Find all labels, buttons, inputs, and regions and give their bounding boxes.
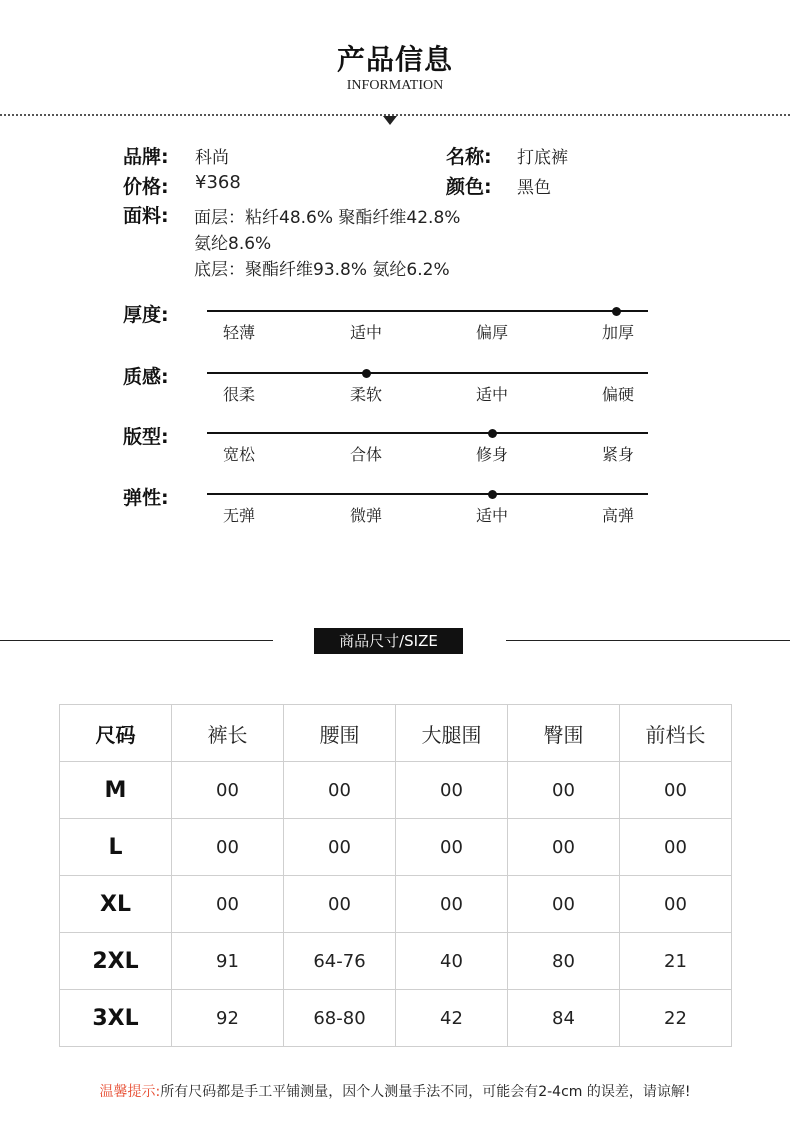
name-label: 名称: (446, 146, 492, 168)
name-value: 打底裤 (517, 148, 568, 168)
page-title: 产品信息 (336, 43, 453, 76)
scale-option: 修身 (475, 445, 508, 464)
measurement-cell: 00 (620, 876, 732, 933)
measurement-note (0, 1081, 790, 1101)
table-header-cell: 前档长 (620, 705, 732, 762)
table-row (60, 819, 732, 876)
measurement-cell: 80 (508, 933, 620, 990)
page-subtitle: INFORMATION (346, 78, 444, 93)
table-row (60, 876, 732, 933)
measurement-cell: 00 (508, 819, 620, 876)
table-header-cell: 腰围 (284, 705, 396, 762)
scale-option: 轻薄 (222, 323, 255, 342)
table-row (60, 933, 732, 990)
measurement-cell: 00 (172, 819, 284, 876)
table-row (60, 990, 732, 1047)
table-header-cell: 裤长 (172, 705, 284, 762)
table-header-row (60, 705, 732, 762)
table-header-cell: 臀围 (508, 705, 620, 762)
divider-right (506, 640, 790, 641)
scale-option: 合体 (349, 445, 382, 464)
scale-option: 适中 (349, 323, 382, 342)
measurement-cell: 42 (396, 990, 508, 1047)
measurement-cell: 00 (172, 762, 284, 819)
scale-marker-dot (488, 490, 497, 499)
measurement-cell: 00 (284, 876, 396, 933)
scale-option: 无弹 (222, 506, 255, 525)
scale-option: 适中 (475, 506, 508, 525)
scale-option: 偏硬 (601, 385, 634, 404)
measurement-cell: 68-80 (284, 990, 396, 1047)
scale-marker-dot (488, 429, 497, 438)
size-cell: M (60, 762, 172, 819)
divider-left (0, 640, 273, 641)
size-cell: 3XL (60, 990, 172, 1047)
measurement-cell: 40 (396, 933, 508, 990)
measurement-cell: 92 (172, 990, 284, 1047)
size-cell: XL (60, 876, 172, 933)
size-table (59, 704, 732, 1047)
fabric-label: 面料: (123, 205, 169, 227)
measurement-cell: 00 (508, 876, 620, 933)
scale-option: 高弹 (601, 506, 634, 525)
triangle-down-icon (383, 116, 397, 125)
measurement-cell: 00 (396, 819, 508, 876)
table-header-cell: 尺码 (60, 705, 172, 762)
price-value: ¥368 (195, 172, 241, 193)
measurement-cell: 00 (396, 876, 508, 933)
fabric-line: 面层：粘纤48.6% 聚酯纤维42.8% (194, 208, 461, 228)
scale-option: 微弹 (349, 506, 382, 525)
scale-label: 弹性: (123, 487, 169, 509)
scale-label: 版型: (123, 426, 169, 448)
scale-option: 宽松 (222, 445, 255, 464)
scale-line (207, 372, 648, 374)
measurement-cell: 64-76 (284, 933, 396, 990)
measurement-cell: 00 (284, 819, 396, 876)
measurement-cell: 21 (620, 933, 732, 990)
measurement-cell: 00 (396, 762, 508, 819)
fabric-line: 底层：聚酯纤维93.8% 氨纶6.2% (194, 260, 450, 280)
measurement-cell: 22 (620, 990, 732, 1047)
brand-label: 品牌: (123, 146, 169, 168)
scale-line (207, 493, 648, 495)
scale-line (207, 432, 648, 434)
size-heading: 商品尺寸/SIZE (314, 628, 463, 654)
scale-option: 偏厚 (475, 323, 508, 342)
size-cell: L (60, 819, 172, 876)
scale-label: 厚度: (123, 304, 169, 326)
table-row (60, 762, 732, 819)
scale-option: 加厚 (601, 323, 634, 342)
measurement-cell: 00 (508, 762, 620, 819)
note-text: 所有尺码都是手工平铺测量，因个人测量手法不同，可能会有2-4cm 的误差，请谅解! (160, 1084, 691, 1100)
color-label: 颜色: (446, 176, 492, 198)
scale-label: 质感: (123, 366, 169, 388)
scale-marker-dot (362, 369, 371, 378)
scale-marker-dot (612, 307, 621, 316)
brand-value: 科尚 (195, 148, 229, 168)
measurement-cell: 91 (172, 933, 284, 990)
table-header-cell: 大腿围 (396, 705, 508, 762)
price-label: 价格: (123, 176, 169, 198)
measurement-cell: 00 (620, 819, 732, 876)
measurement-cell: 00 (284, 762, 396, 819)
scale-option: 很柔 (222, 385, 255, 404)
scale-option: 适中 (475, 385, 508, 404)
measurement-cell: 00 (620, 762, 732, 819)
color-value: 黑色 (517, 178, 551, 198)
warning-label: 温馨提示: (99, 1084, 161, 1100)
measurement-cell: 00 (172, 876, 284, 933)
scale-option: 柔软 (349, 385, 382, 404)
scale-line (207, 310, 648, 312)
size-cell: 2XL (60, 933, 172, 990)
scale-option: 紧身 (601, 445, 634, 464)
fabric-line: 氨纶8.6% (194, 234, 272, 254)
measurement-cell: 84 (508, 990, 620, 1047)
